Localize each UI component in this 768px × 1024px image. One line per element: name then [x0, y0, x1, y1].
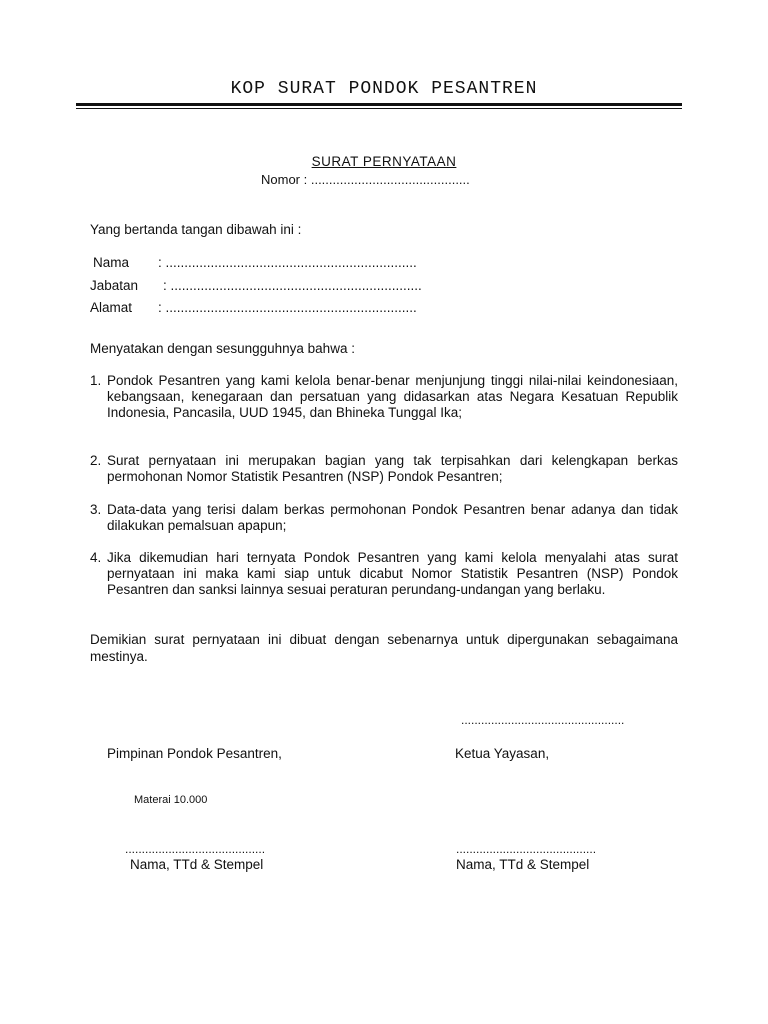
closing-paragraph: Demikian surat pernyataan ini dibuat dengan sebenarnya untuk dipergunakan sebagaimana mestinya. — [90, 632, 678, 664]
statement-item-number: 2. — [90, 453, 102, 468]
letterhead-title: KOP SURAT PONDOK PESANTREN — [230, 79, 538, 99]
statement-item-text: Pondok Pesantren yang kami kelola benar-benar menjunjung tinggi nilai-nilai keindonesiaan, kebangsaan, kenegaraan dan persatuan yang didasarkan atas Negara Kesatuan Republik Indonesia, Pancasila, UUD 1945, dan Bhineka Tunggal Ika; — [107, 373, 678, 420]
letterhead-rule-thick — [76, 103, 682, 106]
place-date-line: ................................................. — [461, 713, 625, 727]
right-signatory-role: Ketua Yayasan, — [455, 746, 550, 761]
left-signatory-role: Pimpinan Pondok Pesantren, — [107, 746, 282, 761]
letterhead-rule-thin — [76, 108, 682, 109]
field-label-alamat: Alamat — [90, 300, 133, 315]
stamp-duty-note: Materai 10.000 — [134, 794, 208, 806]
field-value-jabatan: : ................................................................... — [163, 278, 422, 293]
document-number: Nomor : ............................................ — [261, 172, 470, 187]
statement-item-text: Surat pernyataan ini merupakan bagian yang tak terpisahkan dari kelengkapan berkas permohonan Nomor Statistik Pesantren (NSP) Pondok Pesantren; — [107, 453, 678, 484]
statement-item-3 — [90, 502, 678, 534]
left-signature-line: .......................................... — [125, 842, 266, 856]
statement-item-number: 1. — [90, 373, 102, 388]
field-label-jabatan: Jabatan — [90, 278, 139, 293]
field-value-nama: : ................................................................... — [158, 255, 417, 270]
statement-intro: Menyatakan dengan sesungguhnya bahwa : — [90, 341, 355, 356]
statement-item-text: Jika dikemudian hari ternyata Pondok Pesantren yang kami kelola menyalahi atas surat pernyataan ini maka kami siap untuk dicabut Nomor Statistik Pesantren (NSP) Pondok Pesantren dan sanksi lainnya sesuai peraturan perundang-undangan yang berlaku. — [107, 550, 678, 597]
right-signature-name: Nama, TTd & Stempel — [456, 857, 590, 872]
statement-item-text: Data-data yang terisi dalam berkas permohonan Pondok Pesantren benar adanya dan tidak dilakukan pemalsuan apapun; — [107, 502, 678, 533]
statement-item-number: 4. — [90, 550, 102, 565]
statement-item-4 — [90, 550, 678, 598]
statement-item-1 — [90, 373, 678, 421]
right-signature-line: .......................................... — [456, 842, 597, 856]
statement-item-2 — [90, 453, 678, 485]
left-signature-name: Nama, TTd & Stempel — [130, 857, 264, 872]
field-label-nama: Nama — [93, 255, 130, 270]
intro-text: Yang bertanda tangan dibawah ini : — [90, 222, 302, 237]
document-title: SURAT PERNYATAAN — [311, 154, 457, 169]
field-value-alamat: : ................................................................... — [158, 300, 417, 315]
statement-item-number: 3. — [90, 502, 102, 517]
